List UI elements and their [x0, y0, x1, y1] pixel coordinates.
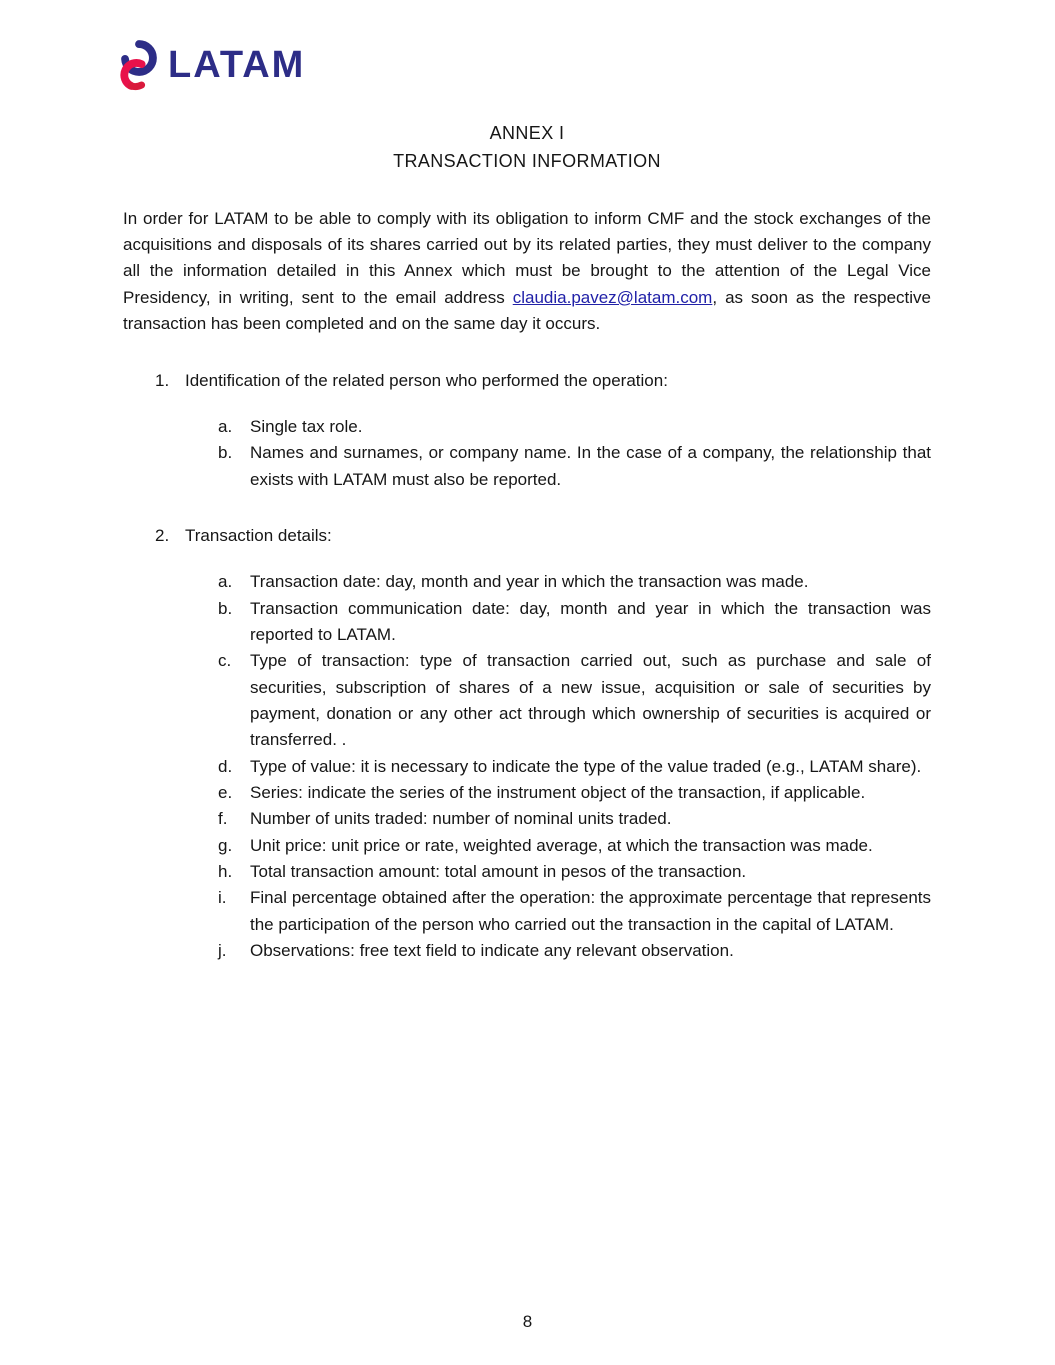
latam-logo — [118, 38, 305, 92]
item-letter: d. — [218, 756, 233, 776]
item-letter: j. — [218, 941, 227, 961]
item-text: Names and surnames, or company name. In the case of a company, the relationship that exists with LATAM must also be reported. — [250, 443, 931, 489]
item-letter: a. — [218, 572, 233, 592]
list-item — [218, 806, 931, 832]
section-identification — [123, 368, 931, 493]
intro-text-after: , as soon as the respective transaction has been completed and on the same day it occurs. — [123, 287, 931, 334]
section-item-list — [218, 569, 931, 964]
list-item — [218, 569, 931, 595]
item-text: Unit price: unit price or rate, weighted average, at which the transaction was made. — [250, 835, 873, 855]
item-text: Type of value: it is necessary to indicate the type of the value traded (e.g., LATAM share). — [250, 756, 922, 776]
section-heading-text: Transaction details: — [185, 525, 332, 545]
item-text: Type of transaction: type of transaction carried out, such as purchase and sale of securities, subscription of shares of a new issue, acquisition or sale of securities by payment, donation or any other act through which ownership of securities is acquired or transferred. . — [250, 651, 931, 750]
email-link[interactable]: claudia.pavez@latam.com — [512, 287, 713, 307]
document-content — [123, 120, 931, 964]
item-letter: b. — [218, 443, 233, 463]
list-item — [218, 833, 931, 859]
item-text: Total transaction amount: total amount in pesos of the transaction. — [250, 862, 747, 881]
section-item-list — [218, 414, 931, 493]
item-letter: e. — [218, 782, 233, 802]
section-transaction-details — [123, 523, 931, 965]
page-number: 8 — [522, 1312, 533, 1331]
logo-wordmark: LATAM — [168, 44, 306, 86]
item-letter: f. — [218, 809, 228, 829]
item-letter: c. — [218, 651, 232, 671]
list-item — [218, 859, 931, 885]
latam-swirl-icon — [118, 38, 160, 92]
list-item — [218, 885, 931, 938]
item-text: Transaction date: day, month and year in which the transaction was made. — [250, 572, 809, 592]
item-text: Single tax role. — [250, 416, 363, 436]
item-text: Number of units traded: number of nominal units traded. — [250, 809, 672, 829]
item-letter: h. — [218, 862, 233, 881]
section-heading-text: Identification of the related person who performed the operation: — [185, 370, 668, 390]
list-item — [218, 414, 931, 440]
list-item — [218, 754, 931, 780]
item-letter: i. — [218, 888, 227, 908]
item-text: Observations: free text field to indicate any relevant observation. — [250, 941, 734, 961]
section-heading — [155, 368, 931, 394]
section-number: 1. — [155, 370, 170, 390]
list-item — [218, 596, 931, 649]
annex-title: ANNEX I — [489, 123, 565, 143]
list-item — [218, 440, 931, 493]
list-item — [218, 648, 931, 753]
item-text: Series: indicate the series of the instrument object of the transaction, if applicable. — [250, 782, 866, 802]
document-title: TRANSACTION INFORMATION — [393, 150, 661, 171]
document-titles — [123, 120, 931, 176]
item-letter: a. — [218, 416, 233, 436]
intro-paragraph — [123, 206, 931, 338]
list-item — [218, 780, 931, 806]
section-heading — [155, 523, 931, 549]
list-item — [218, 938, 931, 964]
item-letter: b. — [218, 598, 233, 618]
item-letter: g. — [218, 835, 233, 855]
section-number: 2. — [155, 525, 170, 545]
item-text: Transaction communication date: day, month and year in which the transaction was reported to LATAM. — [250, 598, 931, 644]
intro-text-before: In order for LATAM to be able to comply with its obligation to inform CMF and the stock exchanges of the acquisitions and disposals of its shares carried out by its related parties, they must deliver to the company all the information detailed in this Annex which must be brought to the attention of the Legal Vice Presidency, in writing, sent to the email address — [123, 208, 931, 307]
item-text: Final percentage obtained after the operation: the approximate percentage that represents the participation of the person who carried out the transaction in the capital of LATAM. — [250, 888, 931, 934]
